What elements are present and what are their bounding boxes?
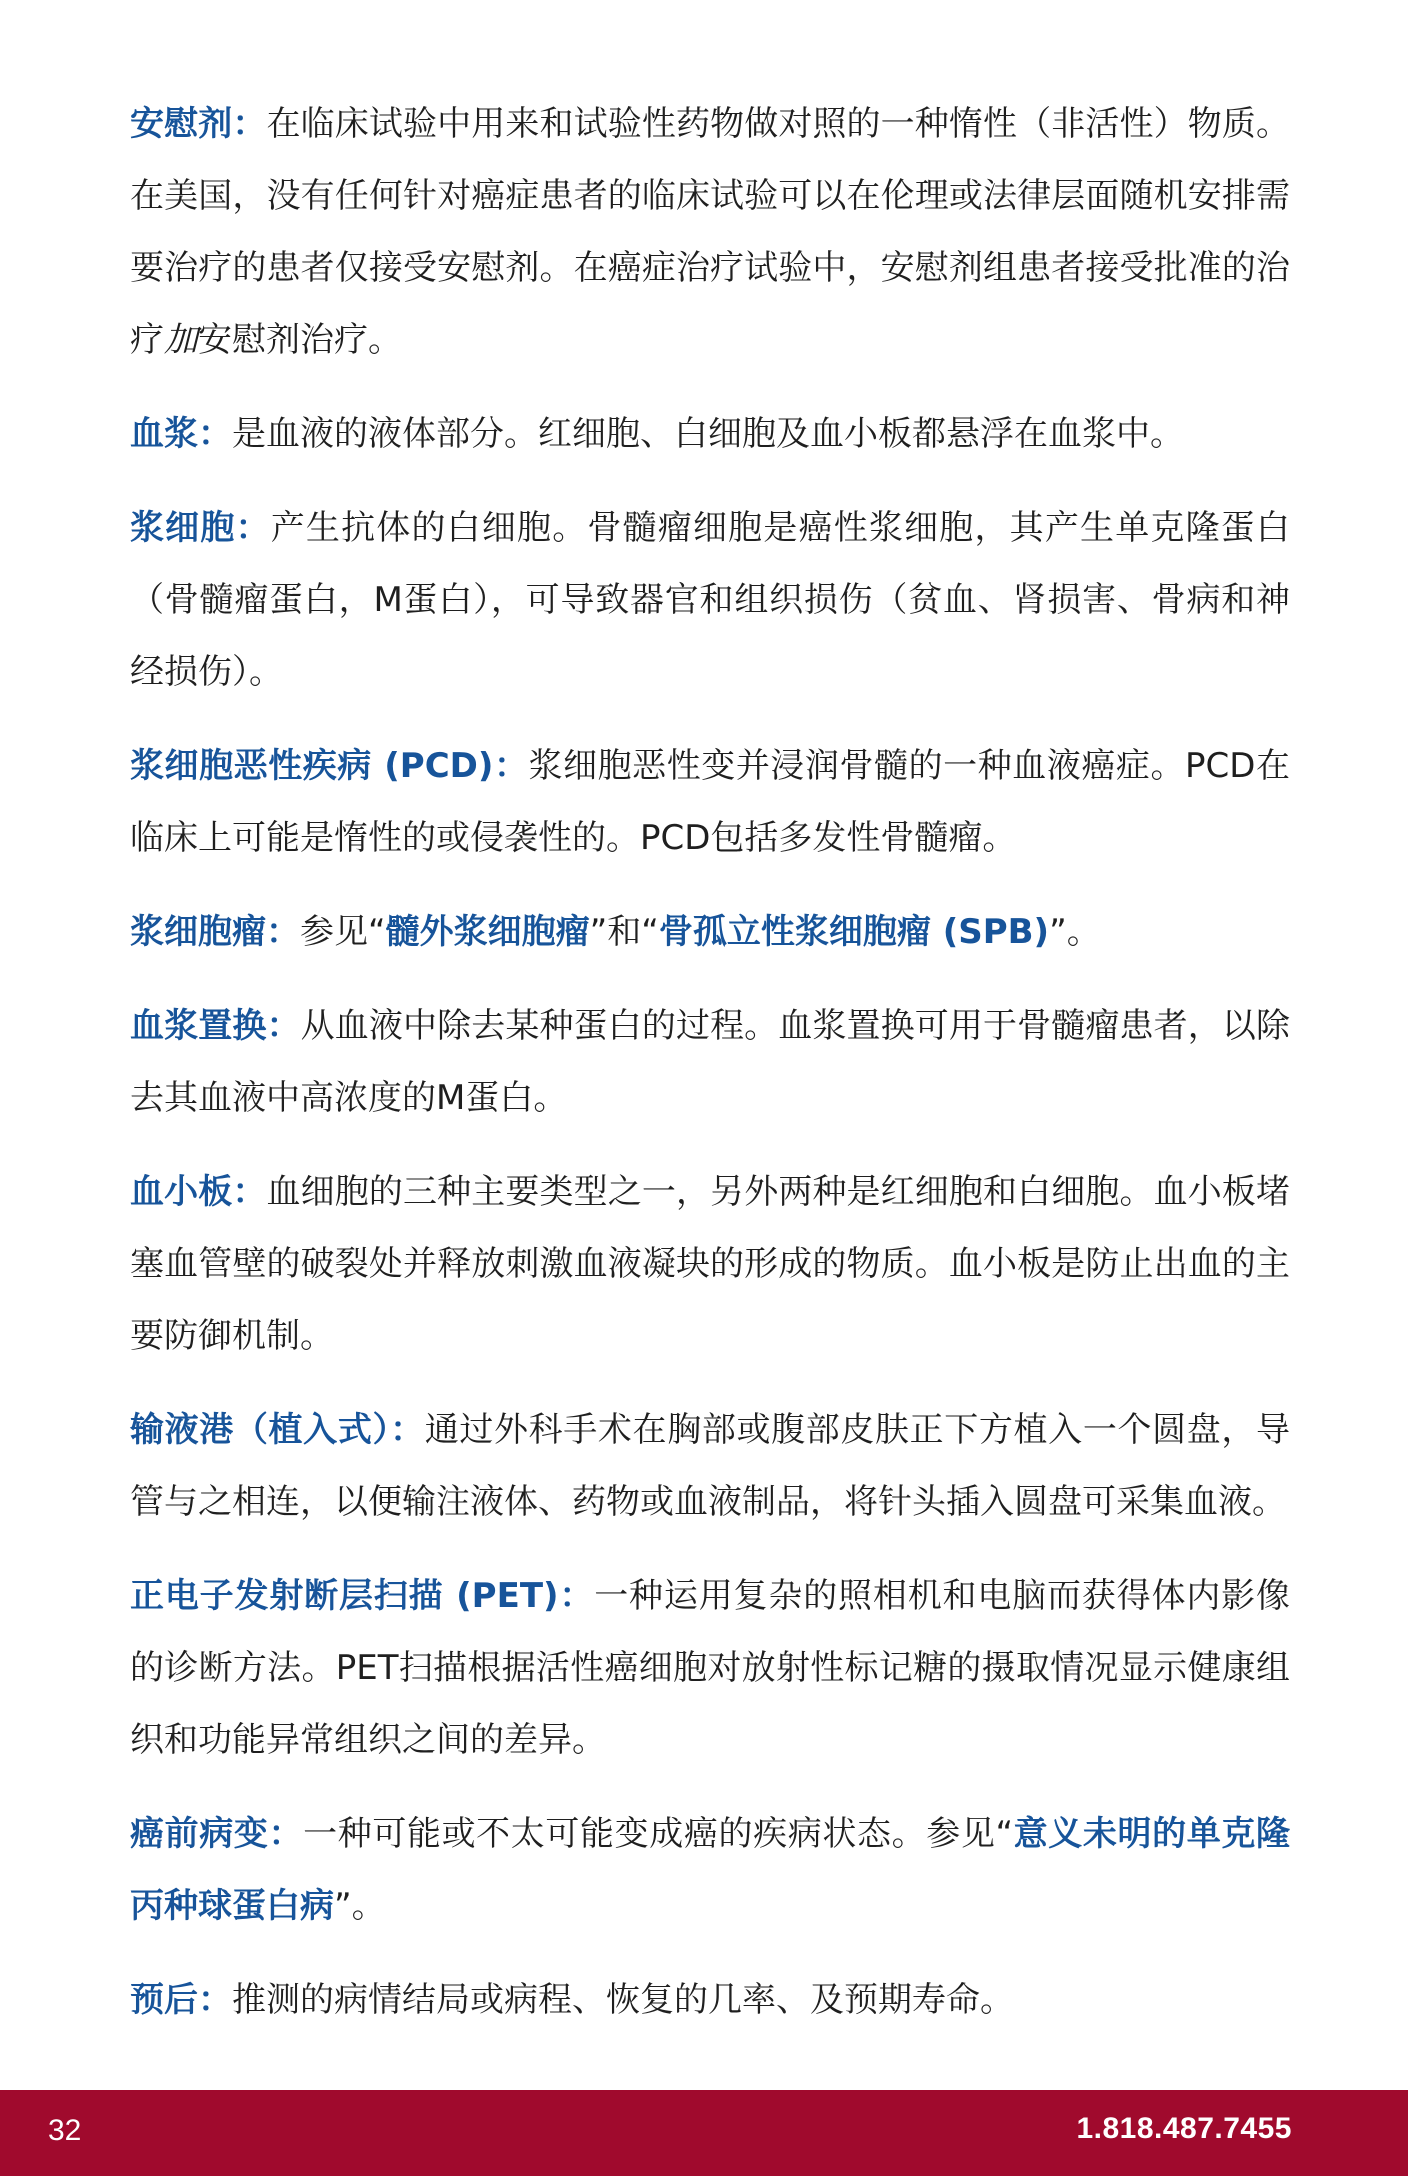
definition-text: ”和“: [589, 912, 659, 952]
cross-reference-link[interactable]: 意义未明的单克隆丙种球蛋白病: [130, 1814, 1291, 1926]
glossary-entry-placebo: [130, 88, 1290, 376]
term-pet: 正电子发射断层扫描 (PET)：: [130, 1576, 595, 1616]
glossary-entry-plasma-cell: [130, 492, 1290, 708]
glossary-entry-plasma: [130, 398, 1290, 470]
term-pcd: 浆细胞恶性疾病 (PCD)：: [130, 746, 529, 786]
definition-text: 产生抗体的白细胞。骨髓瘤细胞是癌性浆细胞，其产生单克隆蛋白（骨髓瘤蛋白，M蛋白），可导致器官和组织损伤（贫血、肾损害、骨病和神经损伤）。: [130, 508, 1290, 692]
page-number: 32: [48, 2114, 82, 2147]
definition-text: 是血液的液体部分。红细胞、白细胞及血小板都悬浮在血浆中。: [232, 414, 1184, 454]
glossary-entry-precancerous: [130, 1798, 1290, 1942]
glossary-entry-pcd: [130, 730, 1290, 874]
term-plasma-cell: 浆细胞：: [130, 508, 271, 548]
definition-text: 血细胞的三种主要类型之一，另外两种是红细胞和白细胞。血小板堵塞血管壁的破裂处并释放刺激血液凝块的形成的物质。血小板是防止出血的主要防御机制。: [130, 1172, 1291, 1356]
term-platelet: 血小板：: [130, 1172, 267, 1212]
phone-number: 1.818.487.7455: [1076, 2112, 1292, 2145]
definition-text: ”。: [1049, 912, 1101, 952]
definition-text: 在临床试验中用来和试验性药物做对照的一种惰性（非活性）物质。在美国，没有任何针对癌症患者的临床试验可以在伦理或法律层面随机安排需要治疗的患者仅接受安慰剂。在癌症治疗试验中，安慰剂组患者接受批准的治疗: [130, 104, 1291, 360]
term-prognosis: 预后：: [130, 1980, 232, 2020]
definition-text: 参见“: [300, 912, 386, 952]
term-plasma: 血浆：: [130, 414, 232, 454]
glossary-entry-plasmapheresis: [130, 990, 1290, 1134]
definition-text: 一种运用复杂的照相机和电脑而获得体内影像的诊断方法。PET扫描根据活性癌细胞对放射性标记糖的摄取情况显示健康组织和功能异常组织之间的差异。: [130, 1576, 1290, 1760]
definition-text: 推测的病情结局或病程、恢复的几率、及预期寿命。: [232, 1980, 1014, 2020]
cross-reference-link[interactable]: 骨孤立性浆细胞瘤 (SPB): [658, 912, 1050, 952]
glossary-entry-platelet: [130, 1156, 1290, 1372]
definition-text: ”。: [334, 1886, 386, 1926]
definition-text: 一种可能或不太可能变成癌的疾病状态。参见“: [303, 1814, 1014, 1854]
glossary-entry-pet: [130, 1560, 1290, 1776]
definition-text: 通过外科手术在胸部或腹部皮肤正下方植入一个圆盘，导管与之相连，以便输注液体、药物或血液制品，将针头插入圆盘可采集血液。: [130, 1410, 1291, 1522]
term-port: 输液港（植入式）：: [130, 1410, 425, 1450]
term-placebo: 安慰剂：: [130, 104, 267, 144]
glossary-entry-port: [130, 1394, 1290, 1538]
definition-text: 安慰剂治疗。: [198, 320, 402, 360]
glossary-content: [130, 88, 1290, 2058]
term-plasmapheresis: 血浆置换：: [130, 1006, 301, 1046]
glossary-entry-prognosis: [130, 1964, 1290, 2036]
definition-emphasis: 加: [164, 320, 198, 360]
definition-text: 浆细胞恶性变并浸润骨髓的一种血液癌症。PCD在临床上可能是惰性的或侵袭性的。PCD包括多发性骨髓瘤。: [130, 746, 1290, 858]
page-footer: [0, 2090, 1408, 2176]
cross-reference-link[interactable]: 髓外浆细胞瘤: [385, 912, 590, 952]
definition-text: 从血液中除去某种蛋白的过程。血浆置换可用于骨髓瘤患者，以除去其血液中高浓度的M蛋白。: [130, 1006, 1291, 1118]
glossary-entry-plasmacytoma: [130, 896, 1290, 968]
term-precancerous: 癌前病变：: [130, 1814, 304, 1854]
term-plasmacytoma: 浆细胞瘤：: [130, 912, 300, 952]
